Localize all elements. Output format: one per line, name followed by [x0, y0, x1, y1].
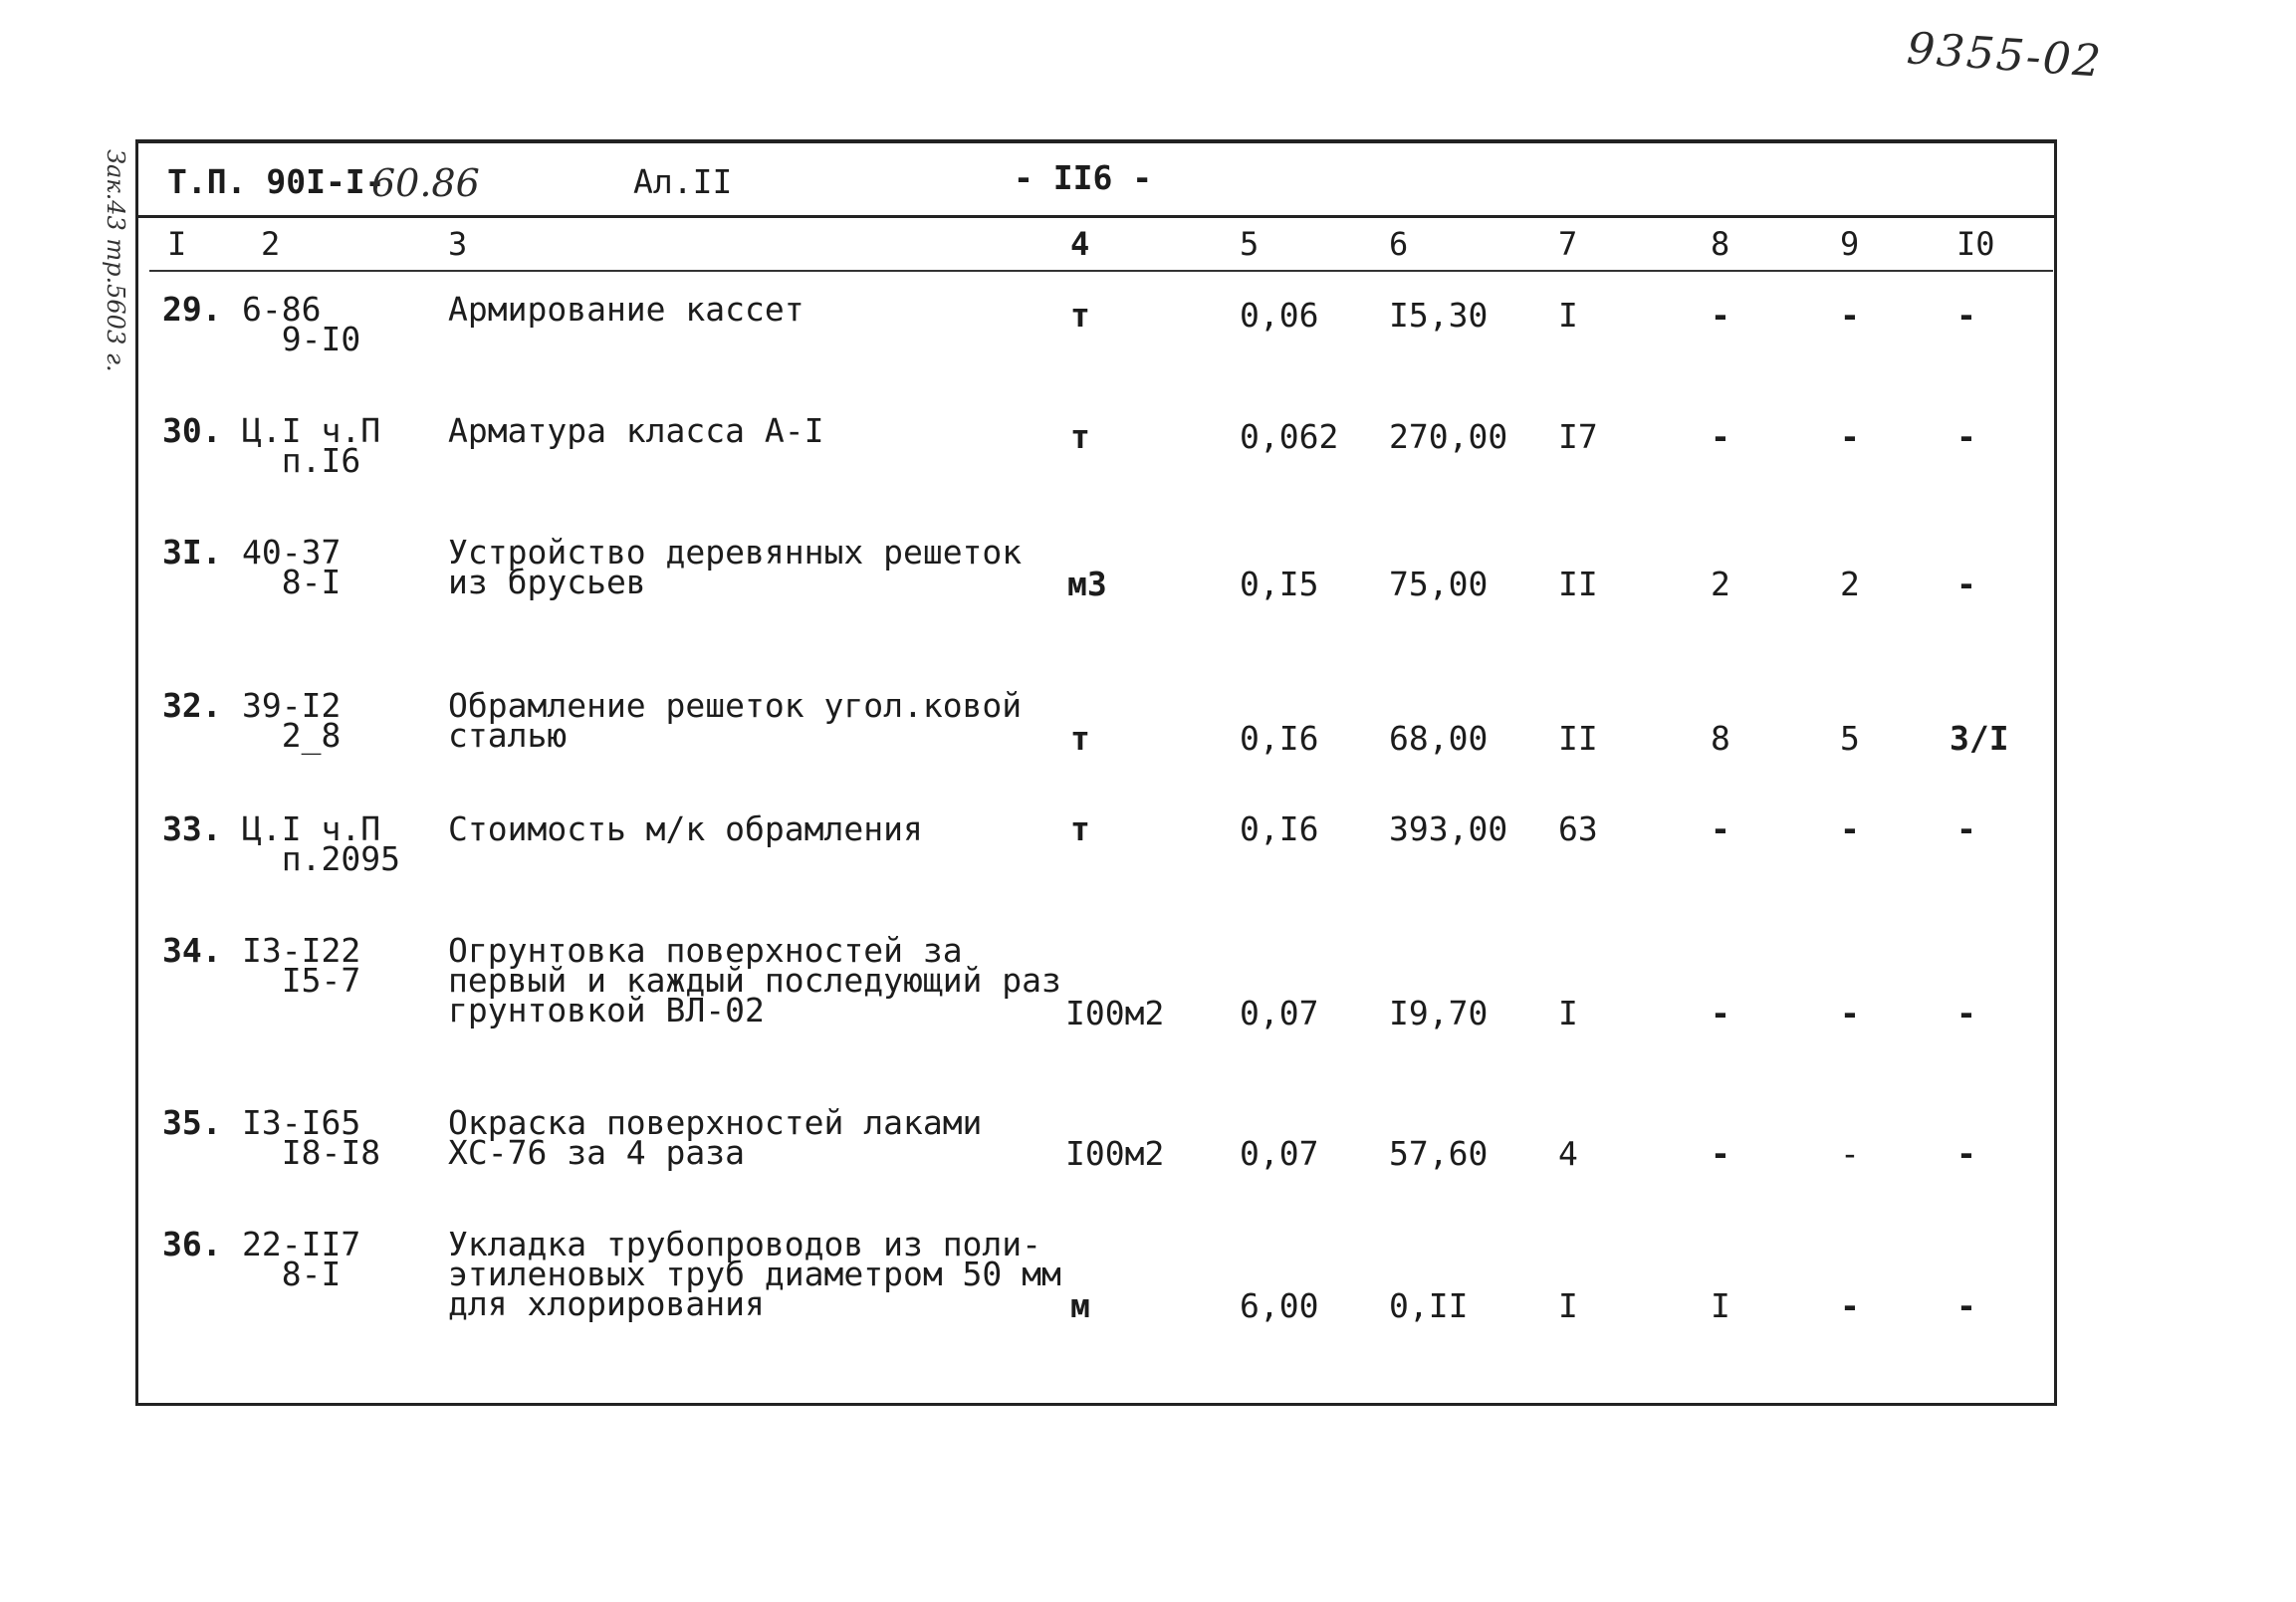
row-code: I3-I65 I8-I8	[242, 1103, 381, 1172]
row-col8: -	[1711, 1134, 1730, 1173]
column-number-underline	[149, 270, 2053, 272]
header-page-number: - II6 -	[1014, 158, 1153, 197]
row-qty: 6,00	[1240, 1286, 1319, 1325]
row-number: 36.	[162, 1225, 222, 1263]
row-code: 6-86 9-I0	[242, 290, 361, 358]
row-unit: т	[1070, 719, 1090, 758]
row-col7: I	[1558, 1286, 1578, 1325]
row-code: 40-37 8-I	[242, 533, 342, 601]
row-col10: -	[1956, 994, 1976, 1032]
column-number: 8	[1711, 225, 1730, 263]
column-number: 2	[261, 225, 281, 263]
row-code: Ц.I ч.П п.I6	[242, 411, 381, 480]
row-col8: 8	[1711, 719, 1730, 758]
column-number: 4	[1070, 225, 1090, 263]
row-col9: -	[1840, 417, 1860, 456]
row-number: 34.	[162, 931, 222, 970]
row-number: 33.	[162, 809, 222, 848]
row-unit: м	[1070, 1286, 1090, 1325]
row-name: Армирование кассет	[448, 290, 804, 329]
row-col10: -	[1956, 417, 1976, 456]
row-price: 75,00	[1389, 565, 1489, 603]
row-name: Укладка трубопроводов из поли- этиленовых труб диаметром 50 мм для хлорирования	[448, 1225, 1061, 1323]
row-col8: -	[1711, 417, 1730, 456]
side-margin-note: Зак.43 тр.5603 г.	[102, 149, 129, 372]
row-qty: 0,06	[1240, 296, 1319, 335]
row-number: 35.	[162, 1103, 222, 1142]
header-project-code: Т.П. 90I-I-	[167, 162, 385, 201]
row-name: Обрамление решеток угол.ковой сталью	[448, 686, 1023, 755]
row-col7: I	[1558, 994, 1578, 1032]
row-col9: -	[1840, 1134, 1860, 1173]
row-price: I5,30	[1389, 296, 1489, 335]
row-qty: 0,07	[1240, 994, 1319, 1032]
row-name: Стоимость м/к обрамления	[448, 809, 923, 848]
row-unit: т	[1070, 417, 1090, 456]
row-col7: II	[1558, 719, 1598, 758]
row-name: Окраска поверхностей лаками ХС-76 за 4 раза	[448, 1103, 983, 1172]
row-number: 30.	[162, 411, 222, 450]
row-price: 0,II	[1389, 1286, 1469, 1325]
column-number: 6	[1389, 225, 1409, 263]
row-code: Ц.I ч.П п.2095	[242, 809, 400, 878]
row-code: 22-II7 8-I	[242, 1225, 361, 1293]
column-number: 3	[448, 225, 468, 263]
row-number: 32.	[162, 686, 222, 725]
row-col10: -	[1956, 565, 1976, 603]
row-col8: 2	[1711, 565, 1730, 603]
row-col10: -	[1956, 1286, 1976, 1325]
row-col9: 5	[1840, 719, 1860, 758]
row-code: 39-I2 2_8	[242, 686, 342, 755]
row-price: 68,00	[1389, 719, 1489, 758]
row-col10: -	[1956, 296, 1976, 335]
row-name: Устройство деревянных решеток из брусьев	[448, 533, 1023, 601]
row-unit: I00м2	[1065, 1134, 1165, 1173]
row-number: 3I.	[162, 533, 222, 572]
row-col7: I7	[1558, 417, 1598, 456]
handwritten-document-number: 9355-02	[1905, 23, 2105, 88]
row-qty: 0,07	[1240, 1134, 1319, 1173]
row-col7: I	[1558, 296, 1578, 335]
header-project-code-handwritten: 60.86	[371, 161, 480, 205]
row-col8: -	[1711, 994, 1730, 1032]
column-number: 5	[1240, 225, 1260, 263]
column-number: 9	[1840, 225, 1860, 263]
row-unit: т	[1070, 296, 1090, 335]
row-col9: -	[1840, 994, 1860, 1032]
row-qty: 0,062	[1240, 417, 1339, 456]
row-name: Арматура класса А-I	[448, 411, 824, 450]
row-col7: II	[1558, 565, 1598, 603]
row-col10: -	[1956, 809, 1976, 848]
row-qty: 0,I6	[1240, 719, 1319, 758]
row-unit: т	[1070, 809, 1090, 848]
row-price: 393,00	[1389, 809, 1508, 848]
row-col7: 63	[1558, 809, 1598, 848]
row-price: 270,00	[1389, 417, 1508, 456]
row-col8: I	[1711, 1286, 1730, 1325]
row-col9: -	[1840, 809, 1860, 848]
row-price: I9,70	[1389, 994, 1489, 1032]
row-col10: 3/I	[1950, 719, 2009, 758]
column-number: 7	[1558, 225, 1578, 263]
row-name: Огрунтовка поверхностей за первый и каждый последующий раз грунтовкой ВЛ-02	[448, 931, 1061, 1030]
row-col10: -	[1956, 1134, 1976, 1173]
row-qty: 0,I5	[1240, 565, 1319, 603]
table-frame	[135, 139, 2057, 1406]
header-divider	[135, 215, 2057, 218]
row-col9: -	[1840, 1286, 1860, 1325]
row-col9: 2	[1840, 565, 1860, 603]
header-album: Ал.II	[633, 162, 733, 201]
row-number: 29.	[162, 290, 222, 329]
row-price: 57,60	[1389, 1134, 1489, 1173]
row-col8: -	[1711, 809, 1730, 848]
row-col8: -	[1711, 296, 1730, 335]
column-number: I0	[1956, 225, 1995, 263]
row-col7: 4	[1558, 1134, 1578, 1173]
row-unit: I00м2	[1065, 994, 1165, 1032]
row-qty: 0,I6	[1240, 809, 1319, 848]
row-col9: -	[1840, 296, 1860, 335]
row-code: I3-I22 I5-7	[242, 931, 361, 1000]
column-number: I	[167, 225, 187, 263]
row-unit: м3	[1067, 565, 1107, 603]
